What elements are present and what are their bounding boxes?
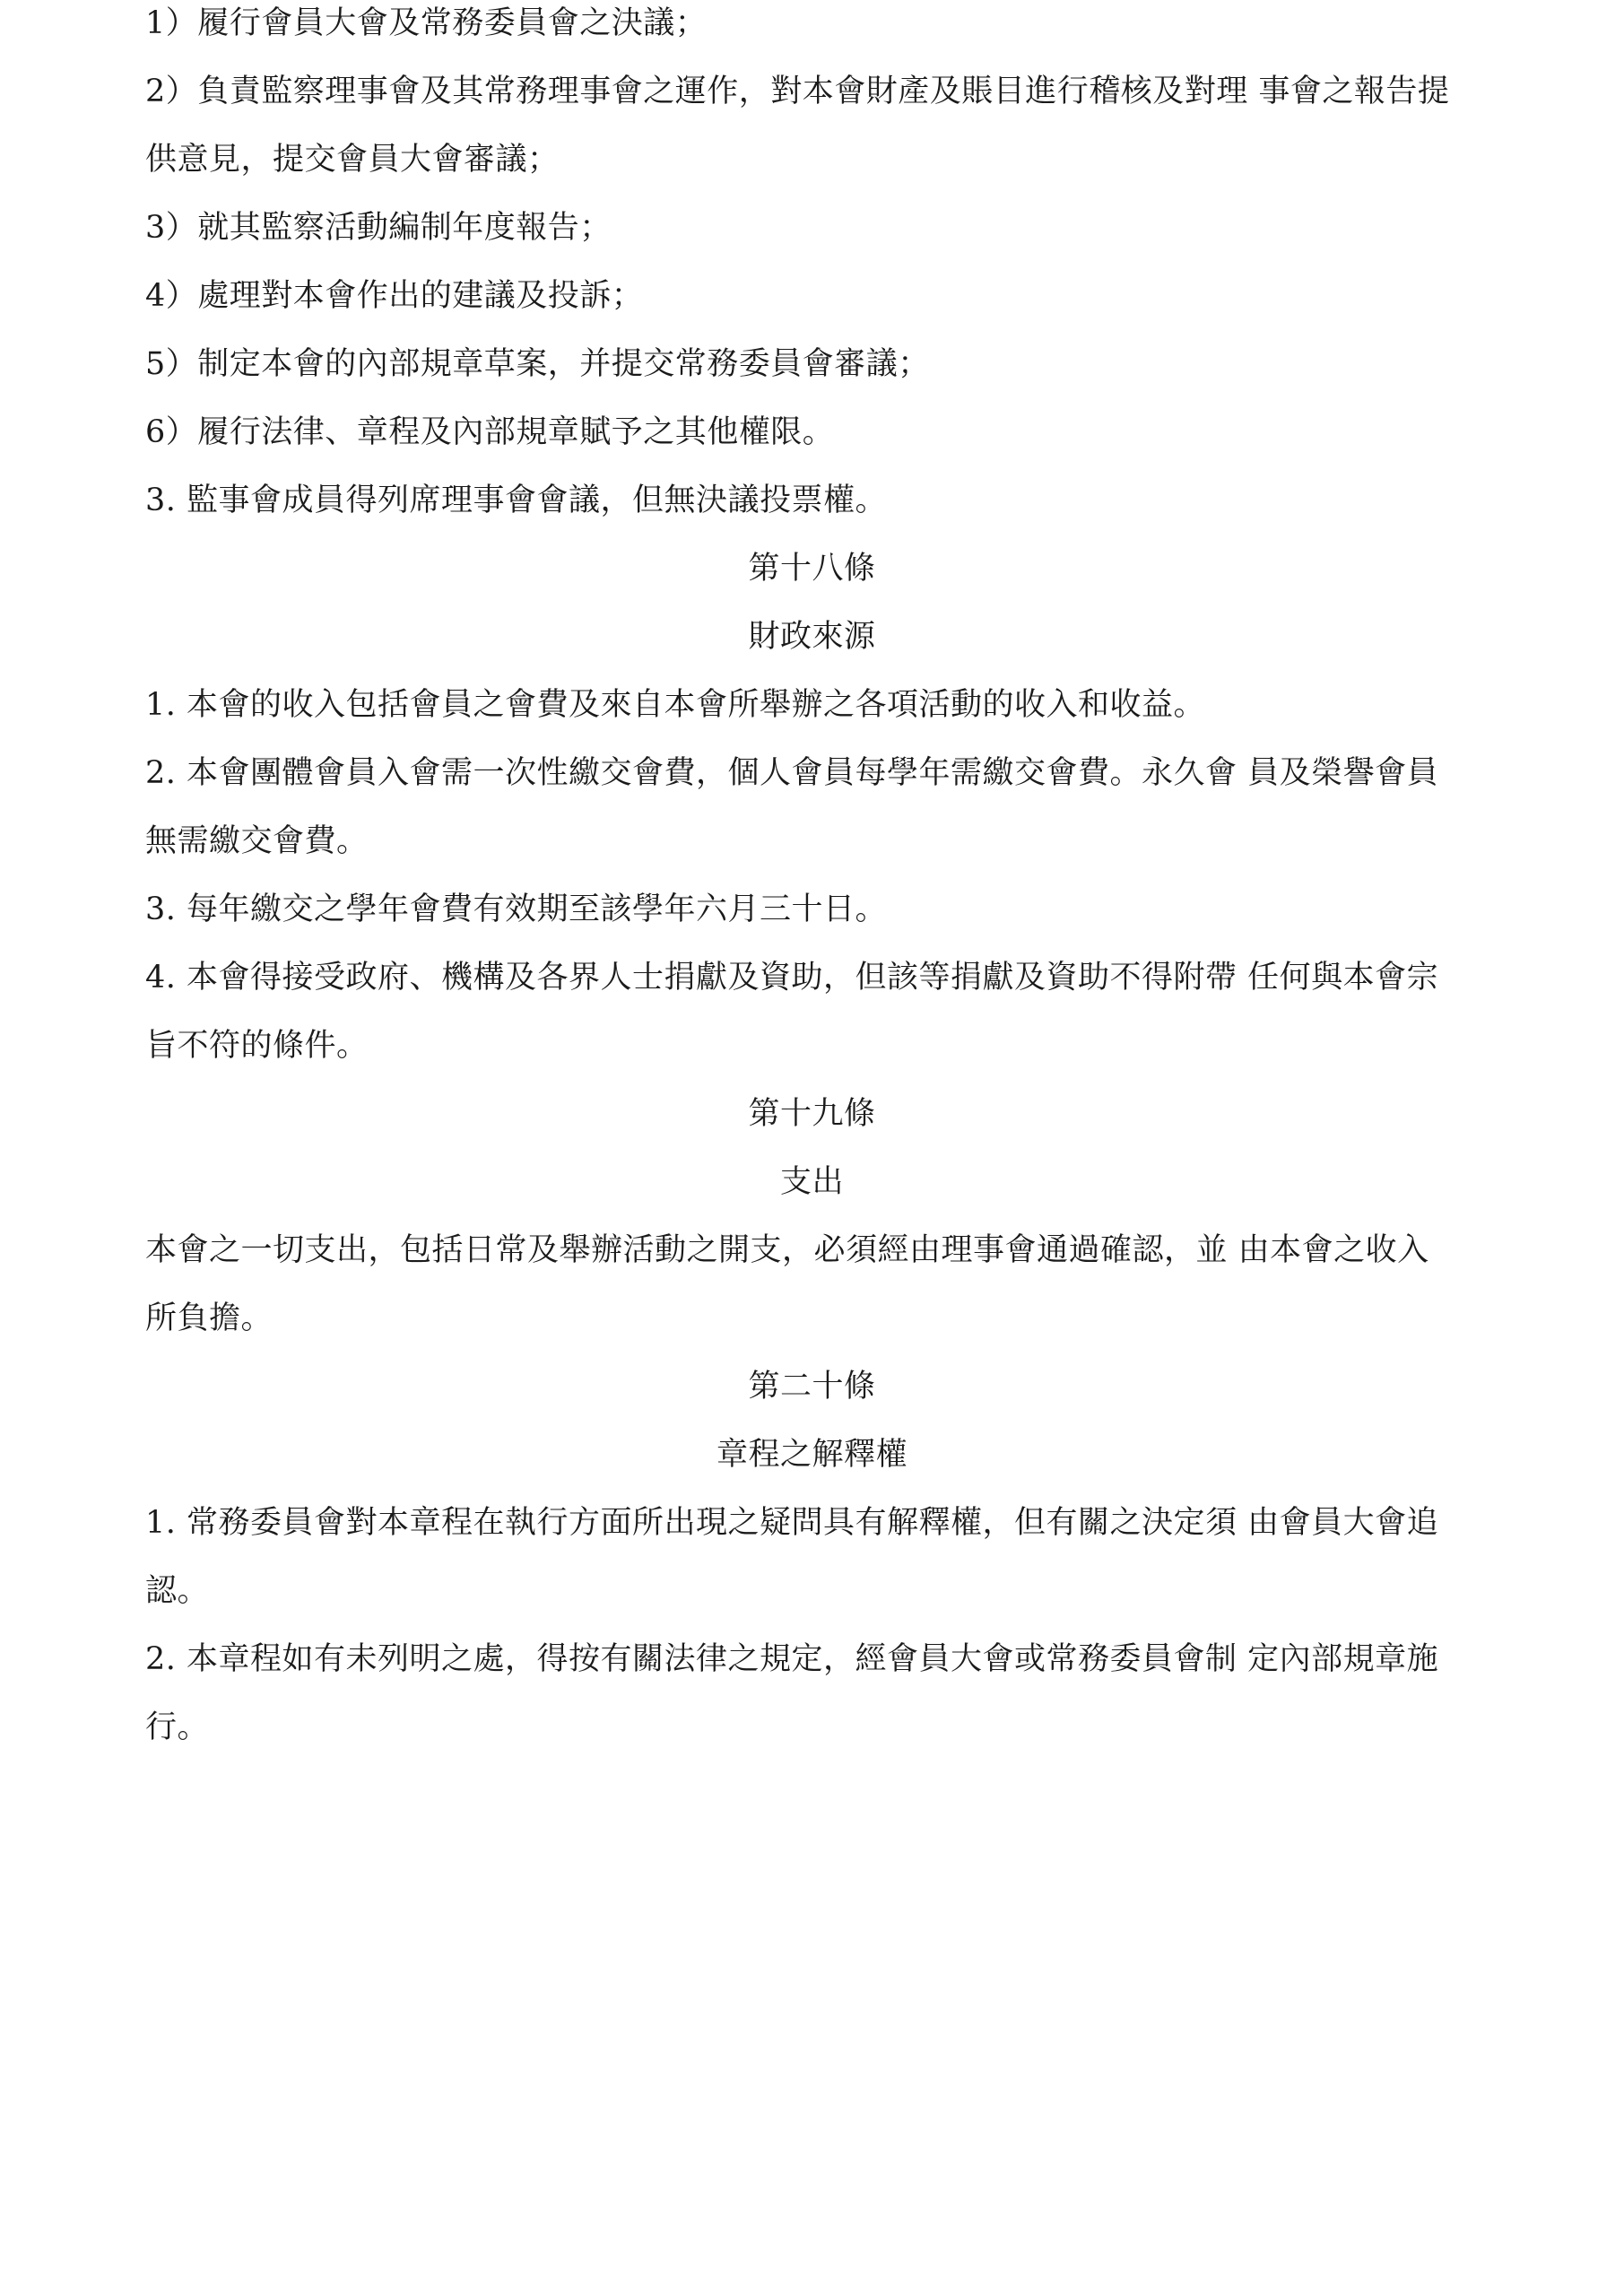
article-18-paragraph-3: 3. 每年繳交之學年會費有效期至該學年六月三十日。 [145, 891, 888, 927]
clause-item-1: 1）履行會員大會及常務委員會之決議； [145, 5, 708, 41]
article-18-paragraph-1: 1. 本會的收入包括會員之會費及來自本會所舉辦之各項活動的收入和收益。 [145, 687, 1206, 723]
clause-item-2: 2）負責監察理事會及其常務理事會之運作，對本會財產及賬目進行稽核及對理 事會之報告提 [145, 74, 1450, 109]
clause-item-5: 5）制定本會的內部規章草案，并提交常務委員會審議； [145, 346, 930, 382]
article-20-title: 章程之解釋權 [716, 1437, 908, 1473]
article-18-paragraph-2-continued: 無需繳交會費。 [145, 823, 369, 859]
article-20-paragraph-2: 2. 本章程如有未列明之處，得按有關法律之規定，經會員大會或常務委員會制 定內部規章施 [145, 1641, 1439, 1677]
article-18-paragraph-2: 2. 本會團體會員入會需一次性繳交會費，個人會員每學年需繳交會費。永久會 員及榮譽會員 [145, 755, 1439, 791]
article-18-number: 第十八條 [748, 551, 876, 587]
clause-item-2-continued: 供意見，提交會員大會審議； [145, 142, 560, 178]
clause-item-3: 3）就其監察活動編制年度報告； [145, 210, 612, 246]
article-20-paragraph-1: 1. 常務委員會對本章程在執行方面所出現之疑問具有解釋權，但有關之決定須 由會員大會追 [145, 1505, 1439, 1541]
article-20-paragraph-1-continued: 認。 [145, 1573, 210, 1609]
article-18-paragraph-4: 4. 本會得接受政府、機構及各界人士捐獻及資助，但該等捐獻及資助不得附帶 任何與本會宗 [145, 960, 1439, 996]
article-19-body-continued: 所負擔。 [145, 1300, 274, 1336]
clause-item-4: 4）處理對本會作出的建議及投訴； [145, 278, 644, 314]
article-19-title: 支出 [779, 1164, 844, 1200]
paragraph-3: 3. 監事會成員得列席理事會會議，但無決議投票權。 [145, 483, 888, 518]
article-19-body: 本會之一切支出，包括日常及舉辦活動之開支，必須經由理事會通過確認，並 由本會之收入 [145, 1232, 1429, 1268]
article-20-number: 第二十條 [748, 1369, 876, 1405]
clause-item-6: 6）履行法律、章程及內部規章賦予之其他權限。 [145, 414, 835, 450]
article-18-title: 財政來源 [748, 619, 876, 655]
article-19-number: 第十九條 [748, 1096, 876, 1132]
article-20-paragraph-2-continued: 行。 [145, 1709, 210, 1745]
article-18-paragraph-4-continued: 旨不符的條件。 [145, 1028, 369, 1064]
